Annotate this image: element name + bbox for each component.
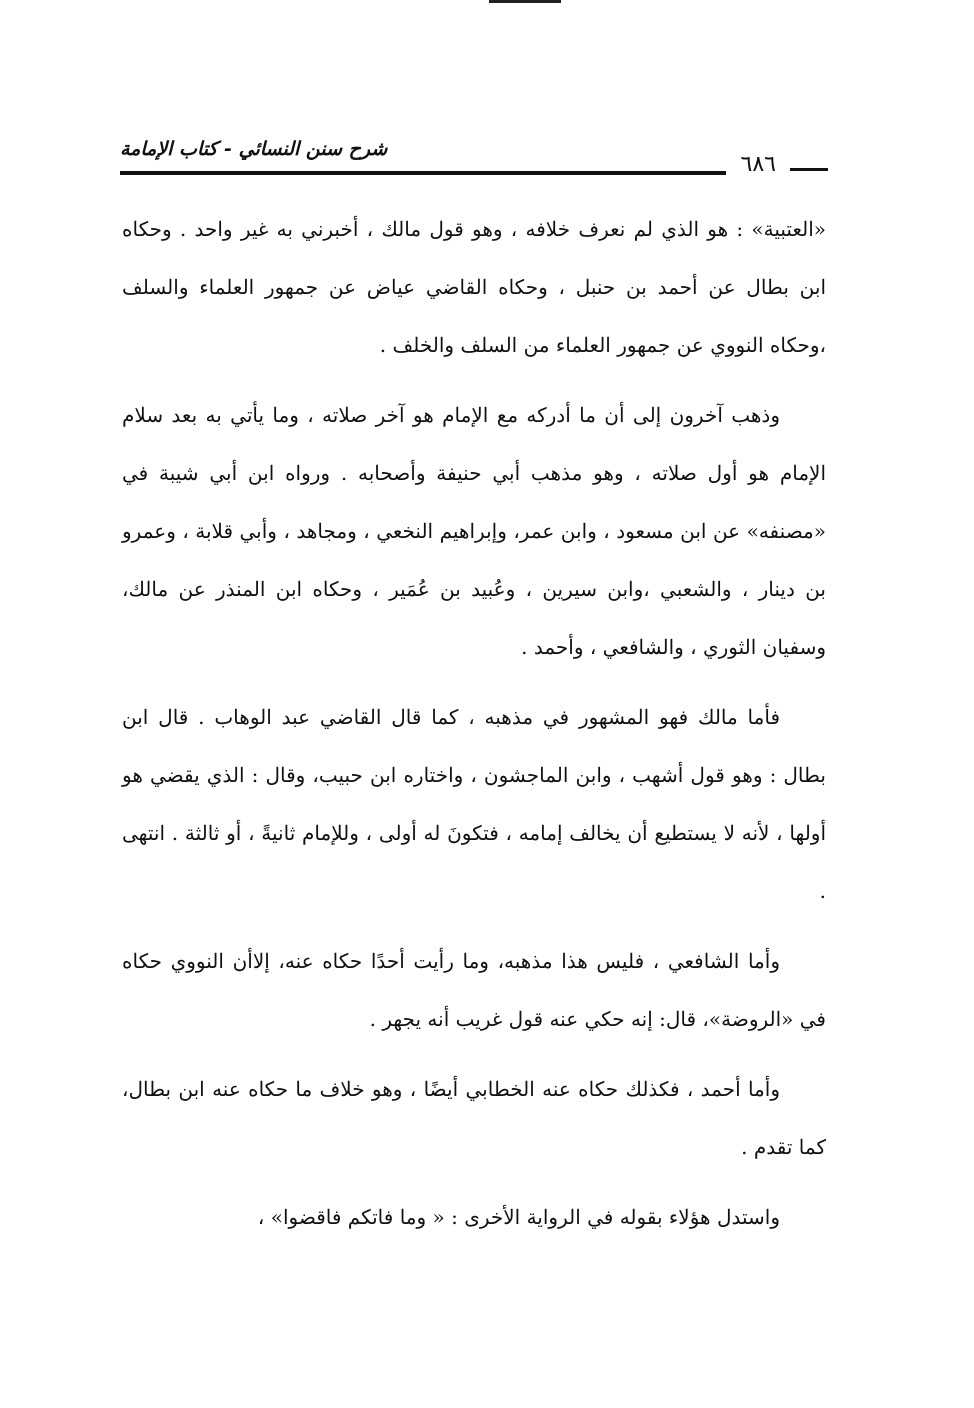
paragraph: وأما الشافعي ، فليس هذا مذهبه، وما رأيت أحدًا حكاه عنه، إلاأن النووي حكاه في «الروضة»، قال: إنه حكي عنه قول غريب أنه يجهر . <box>122 949 826 1031</box>
running-title: شرح سنن النسائي - كتاب الإمامة <box>120 138 388 160</box>
paragraph: وذهب آخرون إلى أن ما أدركه مع الإمام هو آخر صلاته ، وما يأتي به بعد سلام الإمام هو أول صلاته ، وهو مذهب أبي حنيفة وأصحابه . ورواه ابن أبي شيبة في «مصنفه» عن ابن مسعود ، وابن عمر، وإبراهيم النخعي ، ومجاهد ، وأبي قلابة ، وعمرو بن دينار ، والشعبي ،وابن سيرين ، وعُبيد بن عُمَير ، وحكاه ابن المنذر عن مالك، وسفيان الثوري ، والشافعي ، وأحمد . <box>122 403 826 659</box>
paragraph: وأما أحمد ، فكذلك حكاه عنه الخطابي أيضًا ، وهو خلاف ما حكاه عنه ابن بطال، كما تقدم . <box>122 1077 826 1159</box>
page-body <box>122 200 826 1258</box>
paragraph: فأما مالك فهو المشهور في مذهبه ، كما قال القاضي عبد الوهاب . قال ابن بطال : وهو قول أشهب ، وابن الماجشون ، واختاره ابن حبيب، وقال : الذي يقضي هو أولها ، لأنه لا يستطيع أن يخالف إمامه ، فتكونَ له أولى ، وللإمام ثانيةً ، أو ثالثة . انتهى . <box>122 705 826 903</box>
paragraph: واستدل هؤلاء بقوله في الرواية الأخرى : « وما فاتكم فاقضوا» ، <box>257 1205 780 1229</box>
page-header <box>120 130 828 180</box>
top-edge-mark <box>489 0 561 3</box>
page-number: ٦٨٦ <box>740 152 776 177</box>
paragraph: «العتبية» : هو الذي لم نعرف خلافه ، وهو قول مالك ، أخبرني به غير واحد . وحكاه ابن بطال عن أحمد بن حنبل ، وحكاه القاضي عياض عن جمهور العلماء والسلف ،وحكاه النووي عن جمهور العلماء من السلف والخلف . <box>122 217 826 357</box>
header-rule <box>120 171 726 175</box>
page-number-dash <box>790 168 828 171</box>
